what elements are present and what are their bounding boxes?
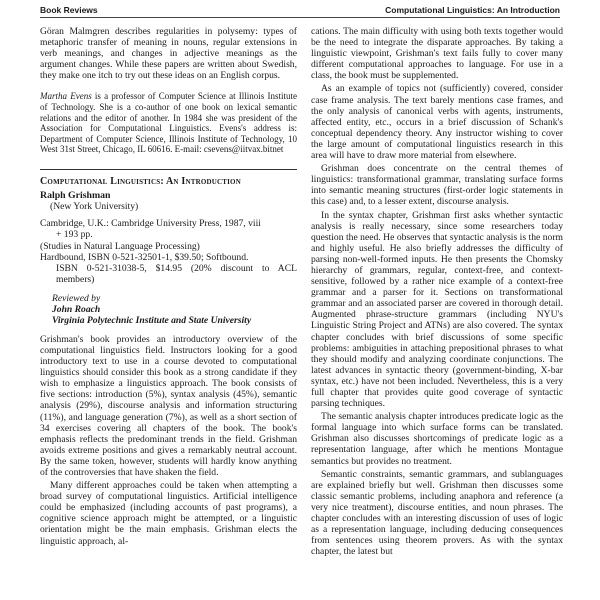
- reviewer-name: John Roach: [52, 303, 101, 315]
- reviewer-institution: Virginia Polytechnic Institute and State University: [52, 314, 252, 326]
- author-affiliation: (New York University): [50, 201, 139, 213]
- biblio-softbound: ISBN 0-521-31038-5, $14.95 (20% discount to ACL members): [56, 262, 297, 285]
- paragraph: Göran Malmgren describes regularities in polysemy: types of metaphoric transfer of meaning in nouns, regular extensions in verb meanings, and changes in adjective meanings as the argument changes. While these papers are written about Swedish, they make one itch to try out these ideas on an English corpus.: [40, 26, 297, 82]
- paragraph: In the syntax chapter, Grishman first asks whether syntactic analysis is really necessary, since some researchers today question the need. He observes that syntactic analysis is the norm and highly useful. He also briefly addresses the difficulty of parsing non-well-formed inputs. He then presents the Chomsky hierarchy of grammars, regular, context-free, and context-sensitive, followed by a rather nice example of a context-free grammar and a parser for it. Sections on transformational grammar and an associated parser are covered in thorough detail. Augmented phrase-structure grammars (including NYU's Linguistic String Project and ATNs) are also covered. The syntax chapter concludes with brief discussions of some specific problems: ambiguities in attaching prepositional phrases to what they should modify and analyzing coordinate conjunctions. The latest advances in syntactic theory (government-binding, X-bar syntax, etc.) have not been included. Nevertheless, this is a very full chapter that provides quite good coverage of syntactic parsing techniques.: [311, 209, 563, 410]
- right-column: [311, 26, 563, 600]
- author-bio: [40, 91, 297, 155]
- paragraph: cations. The main difficulty with using both texts together would be the need to integrate the disparate approaches. By taking a linguistic viewpoint, Grishman's text fails fully to cover many different computational approaches to language. For use in a class, the book must be supplemented.: [311, 26, 563, 82]
- biblio-pages: + 193 pp.: [56, 229, 93, 241]
- reviewer-block: [52, 293, 297, 326]
- paragraph: As an example of topics not (sufficiently) covered, consider case frame analysis. The text barely mentions case frames, and the only analysis of canonical verbs with agents, instruments, affected entity, etc., occurs in a brief discussion of Schank's conceptual dependency theory. Any instructor wishing to cover the large amount of computational linguistics research in this area will have to draw more material from elsewhere.: [311, 83, 563, 162]
- running-head-left: Book Reviews: [40, 5, 98, 15]
- paragraph: The semantic analysis chapter introduces predicate logic as the formal language into which surface forms can be translated. Grishman also discusses shortcomings of predicate logic as a representation language, after which he mentions Montague semantics but provides no treatment.: [311, 411, 563, 467]
- paragraph: Semantic constraints, semantic grammars, and sublanguages are explained briefly but well. Grishman then discusses some classic semantic problems, including anaphora and reference (a very nice treatment), discourse entities, and noun phrases. The chapter concludes with an interesting discussion of uses of logic as a representation language, including deducing consequences from sentences using theorem provers. As with the syntax chapter, the latest but: [311, 468, 563, 558]
- bio-text: is a professor of Computer Science at Illinois Institute of Technology. She is a co-author of one book on lexical semantic relations and the editor of another. In 1984 she was president of the Association for Computational Linguistics. Evens's address is: Department of Computer Science, Illinois Institute of Technology, 10 West 31st Street, Chicago, IL 60616. E-mail: csevens@iitvax.bitnet: [40, 91, 297, 155]
- review-title: Computational Linguistics: An Introduction: [40, 176, 241, 188]
- left-column: [40, 26, 297, 600]
- bio-author-name: Martha Evens: [40, 91, 92, 102]
- biblio-publisher: Cambridge, U.K.: Cambridge University Press, 1987, viii: [40, 218, 261, 230]
- header-rule: [40, 17, 560, 18]
- book-author: Ralph Grishman: [40, 190, 111, 202]
- page-header: [0, 0, 600, 18]
- paragraph: Many different approaches could be taken when attempting a broad survey of computational linguistics. Artificial intelligence could be emphasized (including accounts of past programs), a cognitive science approach might be attempted, or a linguistic orientation might be the main emphasis. Grishman elects the linguistic approach, al-: [40, 480, 297, 547]
- paragraph: Grishman's book provides an introductory overview of the computational linguistics field. Instructors looking for a good introductory text to use in a course devoted to computational linguistics should consider this book as a strong candidate if they wish to emphasize a linguistics approach. The book consists of five sections: introduction (5%), syntax analysis (45%), semantic analysis (29%), discourse analysis and information structuring (11%), and language generation (7%), as well as a short section of 34 exercises covering all chapters of the book. The book's emphasis reflects the predominant trends in the field. Grishman avoids extreme positions and gives a remarkably neutral account. By the same token, however, students will hardly know anything of the controversies that have shaken the field.: [40, 333, 297, 478]
- biblio-hardbound: Hardbound, ISBN 0-521-32501-1, $39.50; Softbound.: [40, 251, 249, 263]
- reviewed-by-label: Reviewed by: [52, 292, 101, 304]
- section-divider: [40, 169, 297, 170]
- bibliographic-info: [40, 218, 297, 285]
- running-head-right: Computational Linguistics: An Introduction: [385, 5, 560, 15]
- paragraph: Grishman does concentrate on the central themes of linguistics: transformational grammar, translating surface forms into semantic meaning structures (first-order logic statements in this case) and, to a lesser extent, discourse analysis.: [311, 163, 563, 208]
- biblio-series: (Studies in Natural Language Processing): [40, 240, 200, 252]
